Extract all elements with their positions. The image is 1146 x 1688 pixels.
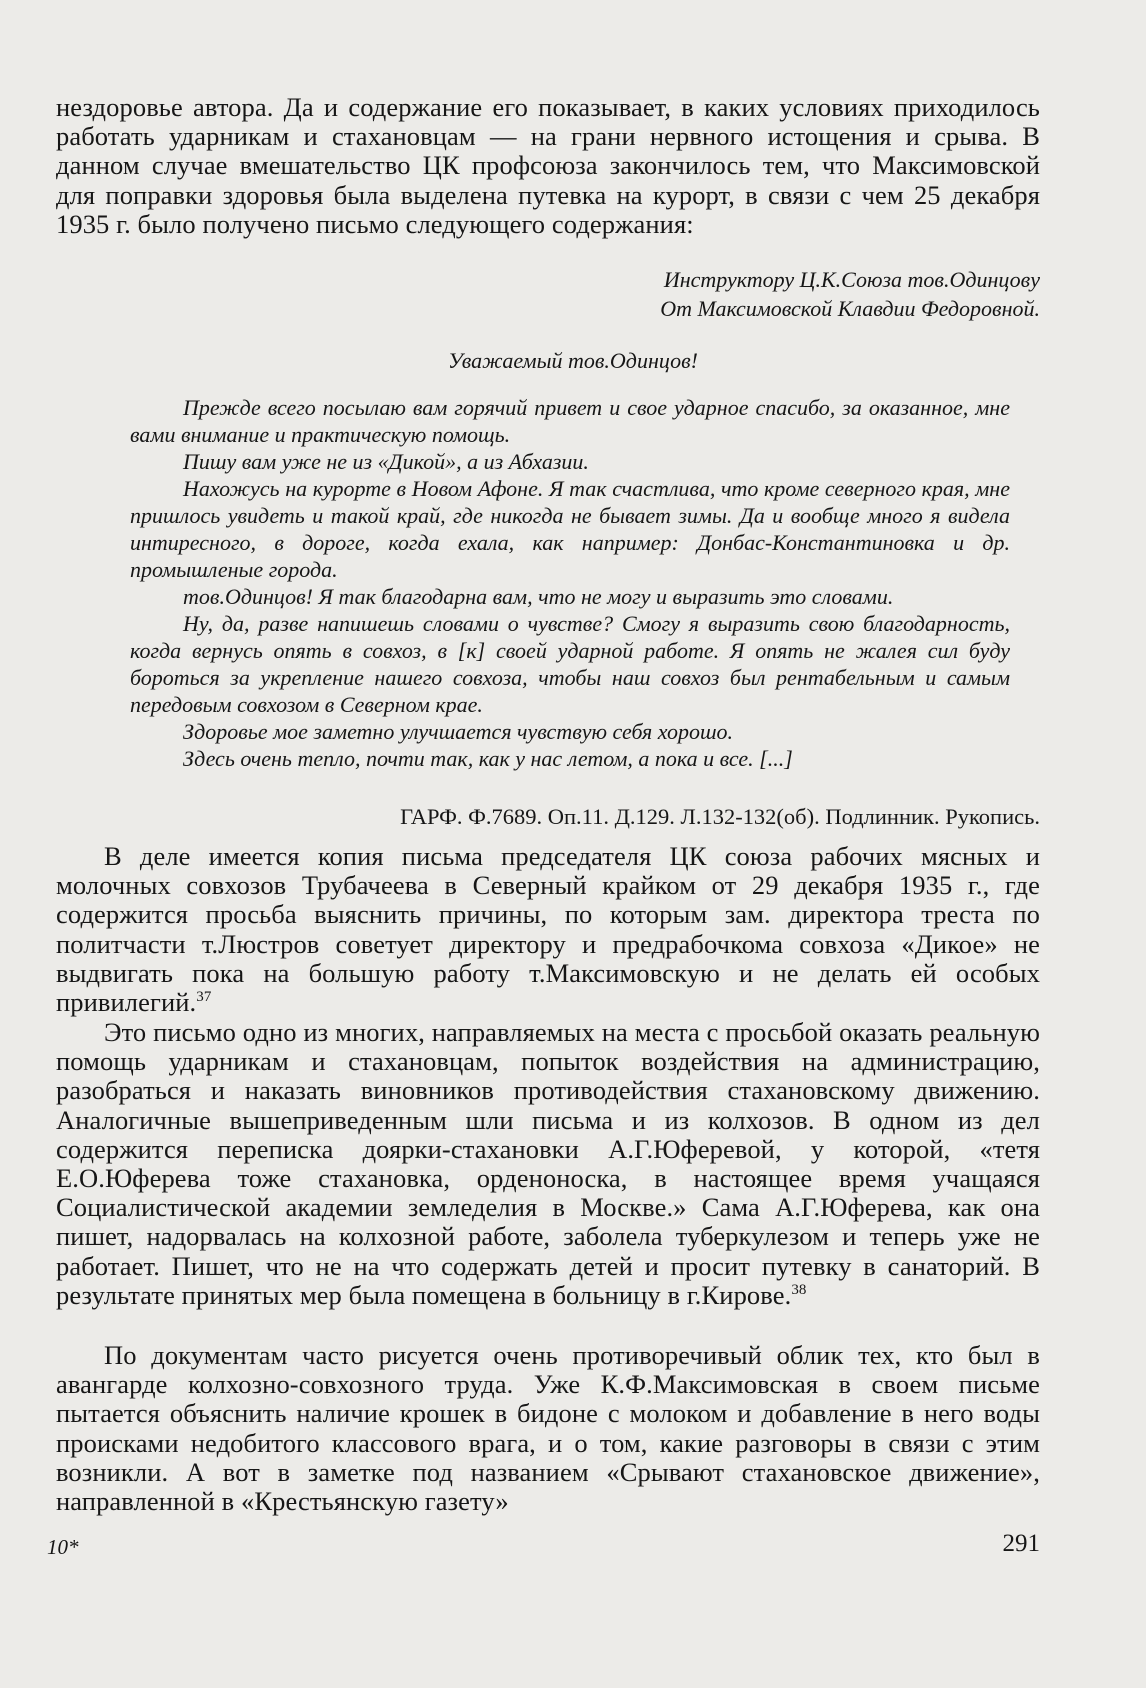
letter-greeting: Уважаемый тов.Одинцов! — [447, 348, 698, 373]
letter-paragraph: Нахожусь на курорте в Новом Афоне. Я так счастлива, что кроме северного края, мне пришлось увидеть и такой край, где никогда не бывает зимы. Да и вообще много я видела интиресного, в дороге, когда ехала, как например: Донбас-Константиновка и др. промышленые города. — [130, 476, 1010, 582]
paragraph-2 — [56, 842, 1040, 1017]
footnote-ref-38: 38 — [791, 1281, 807, 1298]
letter-paragraph: Прежде всего посылаю вам горячий привет и свое ударное спасибо, за оказанное, мне вами внимание и практическую помощь. — [130, 395, 1010, 447]
letter-paragraph: тов.Одинцов! Я так благодарна вам, что не могу и выразить это словами. — [183, 584, 894, 609]
paragraph-4: По документам часто рисуется очень противоречивый облик тех, кто был в авангарде колхозно-совхозного труда. Уже К.Ф.Максимовская в своем письме пытается объяснить наличие крошек в бидоне с молоком и добавление в него воды происками недобитого классового врага, и о том, какие разговоры в связи с этим возникли. А вот в заметке под названием «Срывают стахановское движение», направленной в «Крестьянскую газету» — [56, 1340, 1040, 1517]
letter-paragraph: Ну, да, разве напишешь словами о чувстве? Смогу я выразить свою благодарность, когда вернусь опять в совхоз, в [к] своей ударной работе. Я опять не жалея сил буду бороться за укрепление нашего совхоза, чтобы наш совхоз был рентабельным и самым передовым совхозом в Северном крае. — [130, 611, 1010, 717]
footnote-ref-37: 37 — [196, 989, 212, 1006]
page-number: 291 — [1002, 1530, 1040, 1557]
paragraph-3 — [56, 1018, 1040, 1310]
letter-paragraph: Пишу вам уже не из «Дикой», а из Абхазии. — [183, 449, 589, 474]
archive-source-reference: ГАРФ. Ф.7689. Оп.11. Д.129. Л.132-132(об). Подлинник. Рукопись. — [400, 804, 1040, 829]
letter-paragraph: Здоровье мое заметно улучшается чувствую себя хорошо. — [183, 719, 734, 744]
letter-body — [130, 394, 1010, 772]
signature-mark: 10* — [47, 1535, 79, 1559]
letter-paragraph: Здесь очень тепло, почти так, как у нас летом, а пока и все. [...] — [183, 746, 793, 771]
letter-address-from: От Максимовской Клавдии Федоровной. — [660, 296, 1040, 321]
paragraph-2-text: В деле имеется копия письма председателя ЦК союза рабочих мясных и молочных совхозов Трубачеева в Северный крайком от 29 декабря 1935 г., где содержится просьба выяснить причины, по которым зам. директора треста по политчасти т.Люстров советует директору и предрабочкома совхоза «Дикое» не выдвигать пока на большую работу т.Максимовскую и не делать ей особых привилегий. — [56, 841, 1040, 1018]
letter-address-to: Инструктору Ц.К.Союза тов.Одинцову — [663, 267, 1040, 292]
paragraph-3-text: Это письмо одно из многих, направляемых на места с просьбой оказать реальную помощь ударникам и стахановцам, попыток воздействия на администрацию, разобраться и наказать виновников противодействия стахановскому движению. Аналогичные вышеприведенным шли письма и из колхозов. В одном из дел содержится переписка доярки-стахановки А.Г.Юферевой, у которой, «тетя Е.О.Юферева тоже стахановка, орденоноска, в настоящее время учащаяся Социалистической академии земледелия в Москве.» Сама А.Г.Юферева, как она пишет, надорвалась на колхозной работе, заболела туберкулезом и теперь уже не работает. Пишет, что не на что содержать детей и просит путевку в санаторий. В результате принятых мер была помещена в больницу в г.Кирове. — [56, 1017, 1040, 1310]
intro-paragraph: нездоровье автора. Да и содержание его показывает, в каких условиях приходилось работать ударникам и стахановцам — на грани нервного истощения и срыва. В данном случае вмешательство ЦК профсоюза закончилось тем, что Максимовской для поправки здоровья была выделена путевка на курорт, в связи с чем 25 декабря 1935 г. было получено письмо следующего содержания: — [56, 92, 1040, 239]
